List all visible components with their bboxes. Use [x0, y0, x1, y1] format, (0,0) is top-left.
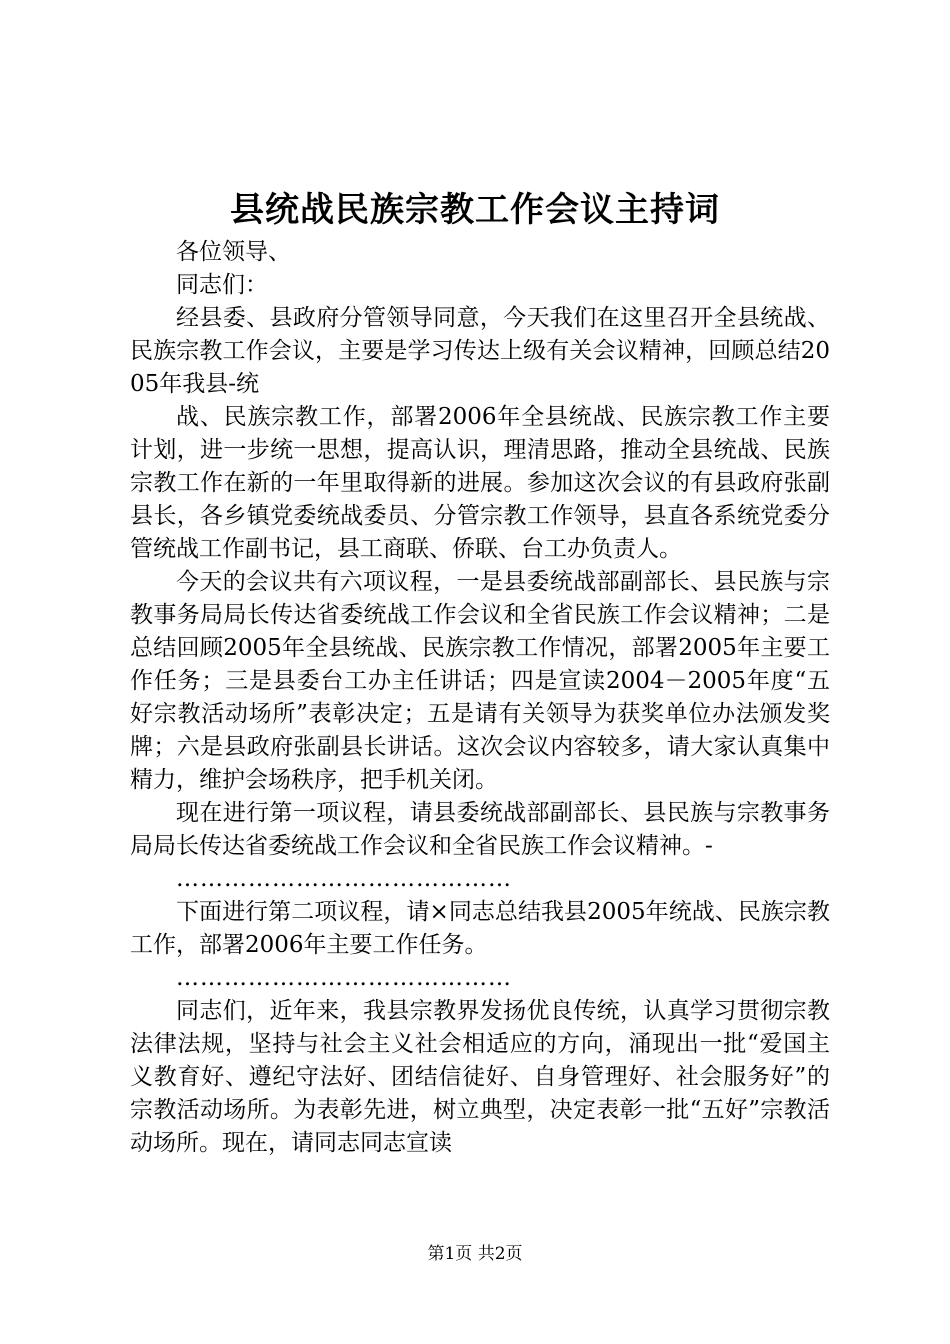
paragraph-attendees: 战、民族宗教工作，部署2006年全县统战、民族宗教工作主要计划，进一步统一思想，提高认识，理清思路，推动全县统战、民族宗教工作在新的一年里取得新的进展。参加这次会议的有县政府张副县长，各乡镇党委统战委员、分管宗教工作领导，县直各系统党委分管统战工作副书记，县工商联、侨联、台工办负责人。	[130, 404, 830, 562]
salutation-comrades: 同志们：	[176, 272, 268, 298]
salutation-leaders: 各位领导、	[176, 239, 291, 265]
paragraph-first-item: 现在进行第一项议程，请县委统战部副部长、县民族与宗教事务局局长传达省委统战工作会议和全省民族工作会议精神。-	[130, 800, 830, 859]
paragraph-agenda: 今天的会议共有六项议程，一是县委统战部副部长、县民族与宗教事务局局长传达省委统战工作会议和全省民族工作会议精神；二是总结回顾2005年全县统战、民族宗教工作情况，部署2005年主要工作任务；三是县委台工办主任讲话；四是宣读2004－2005年度“五好宗教活动场所”表彰决定；五是请有关领导为获奖单位办法颁发奖牌；六是县政府张副县长讲话。这次会议内容较多，请大家认真集中精力，维护会场秩序，把手机关闭。	[130, 569, 830, 793]
separator-dots: ……………………………………	[176, 965, 512, 991]
paragraph-second-item: 下面进行第二项议程，请×同志总结我县2005年统战、民族宗教工作，部署2006年主要工作任务。	[130, 899, 830, 958]
page-footer: 第1页 共2页	[427, 1244, 523, 1264]
document-title: 县统战民族宗教工作会议主持词	[230, 190, 720, 230]
document-body	[130, 236, 830, 1160]
paragraph-opening: 经县委、县政府分管领导同意，今天我们在这里召开全县统战、民族宗教工作会议，主要是学习传达上级有关会议精神，回顾总结2005年我县-统	[130, 305, 830, 397]
separator-dots: ……………………………………	[176, 866, 512, 892]
paragraph-commendation: 同志们，近年来，我县宗教界发扬优良传统，认真学习贯彻宗教法律法规，坚持与社会主义社会相适应的方向，涌现出一批“爱国主义教育好、遵纪守法好、团结信徒好、自身管理好、社会服务好”的宗教活动场所。为表彰先进，树立典型，决定表彰一批“五好”宗教活动场所。现在，请同志同志宣读	[130, 998, 830, 1156]
